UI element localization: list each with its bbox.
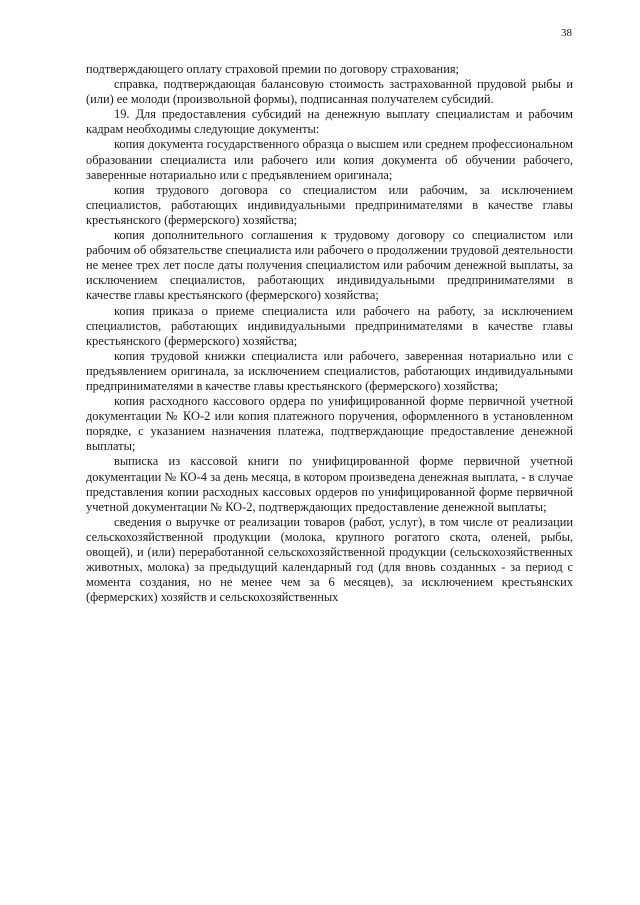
paragraph-education-document: копия документа государственного образца о высшем или среднем профессиональном образовании специалиста или рабочего или копия документа об обучении рабочего, заверенные нотариально или с предъявлением оригинала; bbox=[86, 137, 573, 182]
document-body bbox=[86, 62, 573, 605]
paragraph-work-record-book: копия трудовой книжки специалиста или рабочего, заверенная нотариально или с предъявлением оригинала, за исключением специалистов, работающих индивидуальными предпринимателями в качестве главы крестьянского (фермерского) хозяйства; bbox=[86, 348, 573, 393]
paragraph-continuation: подтверждающего оплату страховой премии по договору страхования; bbox=[86, 62, 459, 76]
paragraph-hiring-order: копия приказа о приеме специалиста или рабочего на работу, за исключением специалистов, работающих индивидуальными предпринимателями в качестве главы крестьянского (фермерского) хозяйства; bbox=[86, 303, 573, 348]
paragraph-additional-agreement: копия дополнительного соглашения к трудовому договору со специалистом или рабочим об обязательстве специалиста или рабочего о продолжении трудовой деятельности не менее трех лет после даты получения специалистом или рабочим денежной выплаты, за исключением специалистов, работающих индивидуальными предпринимателями в качестве главы крестьянского (фермерского) хозяйства; bbox=[86, 228, 573, 303]
paragraph-cash-book-ko4: выписка из кассовой книги по унифицированной форме первичной учетной документации № КО-4 за день месяца, в котором произведена денежная выплата, - в случае представления копии расходных кассовых ордеров по унифицированной форме первичной учетной документации № КО-2, подтверждающих предоставление денежной выплаты; bbox=[86, 454, 573, 514]
paragraph-employment-contract: копия трудового договора со специалистом или рабочим, за исключением специалистов, работающих индивидуальными предпринимателями в качестве главы крестьянского (фермерского) хозяйства; bbox=[86, 182, 573, 227]
paragraph-revenue-information: сведения о выручке от реализации товаров (работ, услуг), в том числе от реализации сельскохозяйственной продукции (молока, крупного рогатого скота, оленей, рыбы, овощей), и (или) переработанной сельскохозяйственной продукции (сельскохозяйственных животных, молока) за предыдущий календарный год (для вновь созданных - за период с момента создания, но не менее чем за 6 месяцев), за исключением крестьянских (фермерских) хозяйств и сельскохозяйственных bbox=[86, 514, 573, 605]
paragraph-pond-fish-certificate: справка, подтверждающая балансовую стоимость застрахованной прудовой рыбы и (или) ее молоди (произвольной формы), подписанная получателем субсидий. bbox=[86, 77, 573, 107]
page-number: 38 bbox=[561, 27, 572, 39]
paragraph-cash-order-ko2: копия расходного кассового ордера по унифицированной форме первичной учетной документации № КО-2 или копия платежного поручения, оформленного в установленном порядке, с указанием назначения платежа, подтверждающие предоставление денежной выплаты; bbox=[86, 394, 573, 454]
paragraph-clause-19: 19. Для предоставления субсидий на денежную выплату специалистам и рабочим кадрам необходимы следующие документы: bbox=[86, 107, 573, 137]
